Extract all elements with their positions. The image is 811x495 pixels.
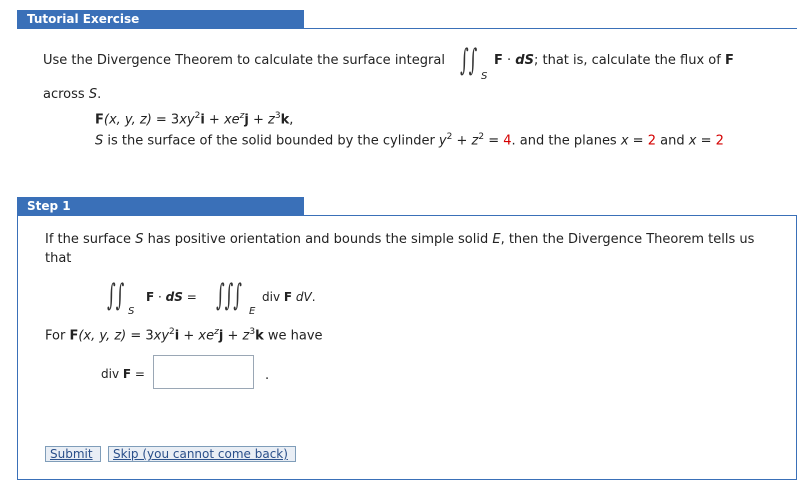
tutorial-exercise-header: [17, 10, 304, 28]
surface-integral-symbol: ∫∫: [460, 43, 478, 78]
double-integral-symbol: ∫∫: [107, 278, 125, 313]
header-rule: [17, 28, 797, 29]
plane-value-1: 2: [647, 133, 656, 149]
step-text-line1: If the surface S has positive orientation and bounds the simple solid E, then the Divergence Theorem tells us: [45, 232, 755, 247]
vector-field-definition: F(x, y, $z) = 3xy^2i + xe^zj + z^3k$,: [95, 111, 294, 128]
intro-text: Use the Divergence Theorem to calculate the surface integral: [43, 53, 445, 68]
triple-integral-subscript: E: [249, 306, 256, 317]
theorem-rhs: div F dV.: [262, 290, 316, 304]
step-panel: [17, 215, 797, 480]
tutorial-exercise-title: Tutorial Exercise: [27, 12, 140, 26]
surface-integral-subscript: S: [481, 71, 488, 82]
step-text-line2: that: [45, 251, 72, 266]
triple-integral-symbol: ∫∫∫: [216, 278, 242, 313]
skip-button[interactable]: Skip (you cannot come back): [108, 446, 296, 462]
for-field-line: For F(x, y, $z) = 3xy^2i + xe^zj + z^3k$ we have: [45, 327, 323, 344]
across-text: across S.: [43, 87, 102, 102]
plane-value-2: 2: [715, 133, 724, 149]
double-integral-subscript: S: [128, 306, 135, 317]
step-title: Step 1: [27, 199, 71, 213]
cylinder-radius-value: 4: [503, 133, 512, 149]
div-f-answer-input[interactable]: [153, 355, 254, 389]
integrand: F · dS; that is, calculate the flux of F: [494, 53, 734, 68]
surface-definition: S is the surface of the solid bounded by the cylinder $y^2 + z^2 = 4$. and the planes x = 2 and x = 2: [95, 132, 724, 149]
step-header: [17, 197, 304, 215]
submit-button[interactable]: Submit: [45, 446, 101, 462]
div-f-label: div F =: [101, 367, 145, 381]
answer-period: .: [265, 368, 270, 383]
theorem-lhs: F · dS =: [146, 290, 197, 304]
